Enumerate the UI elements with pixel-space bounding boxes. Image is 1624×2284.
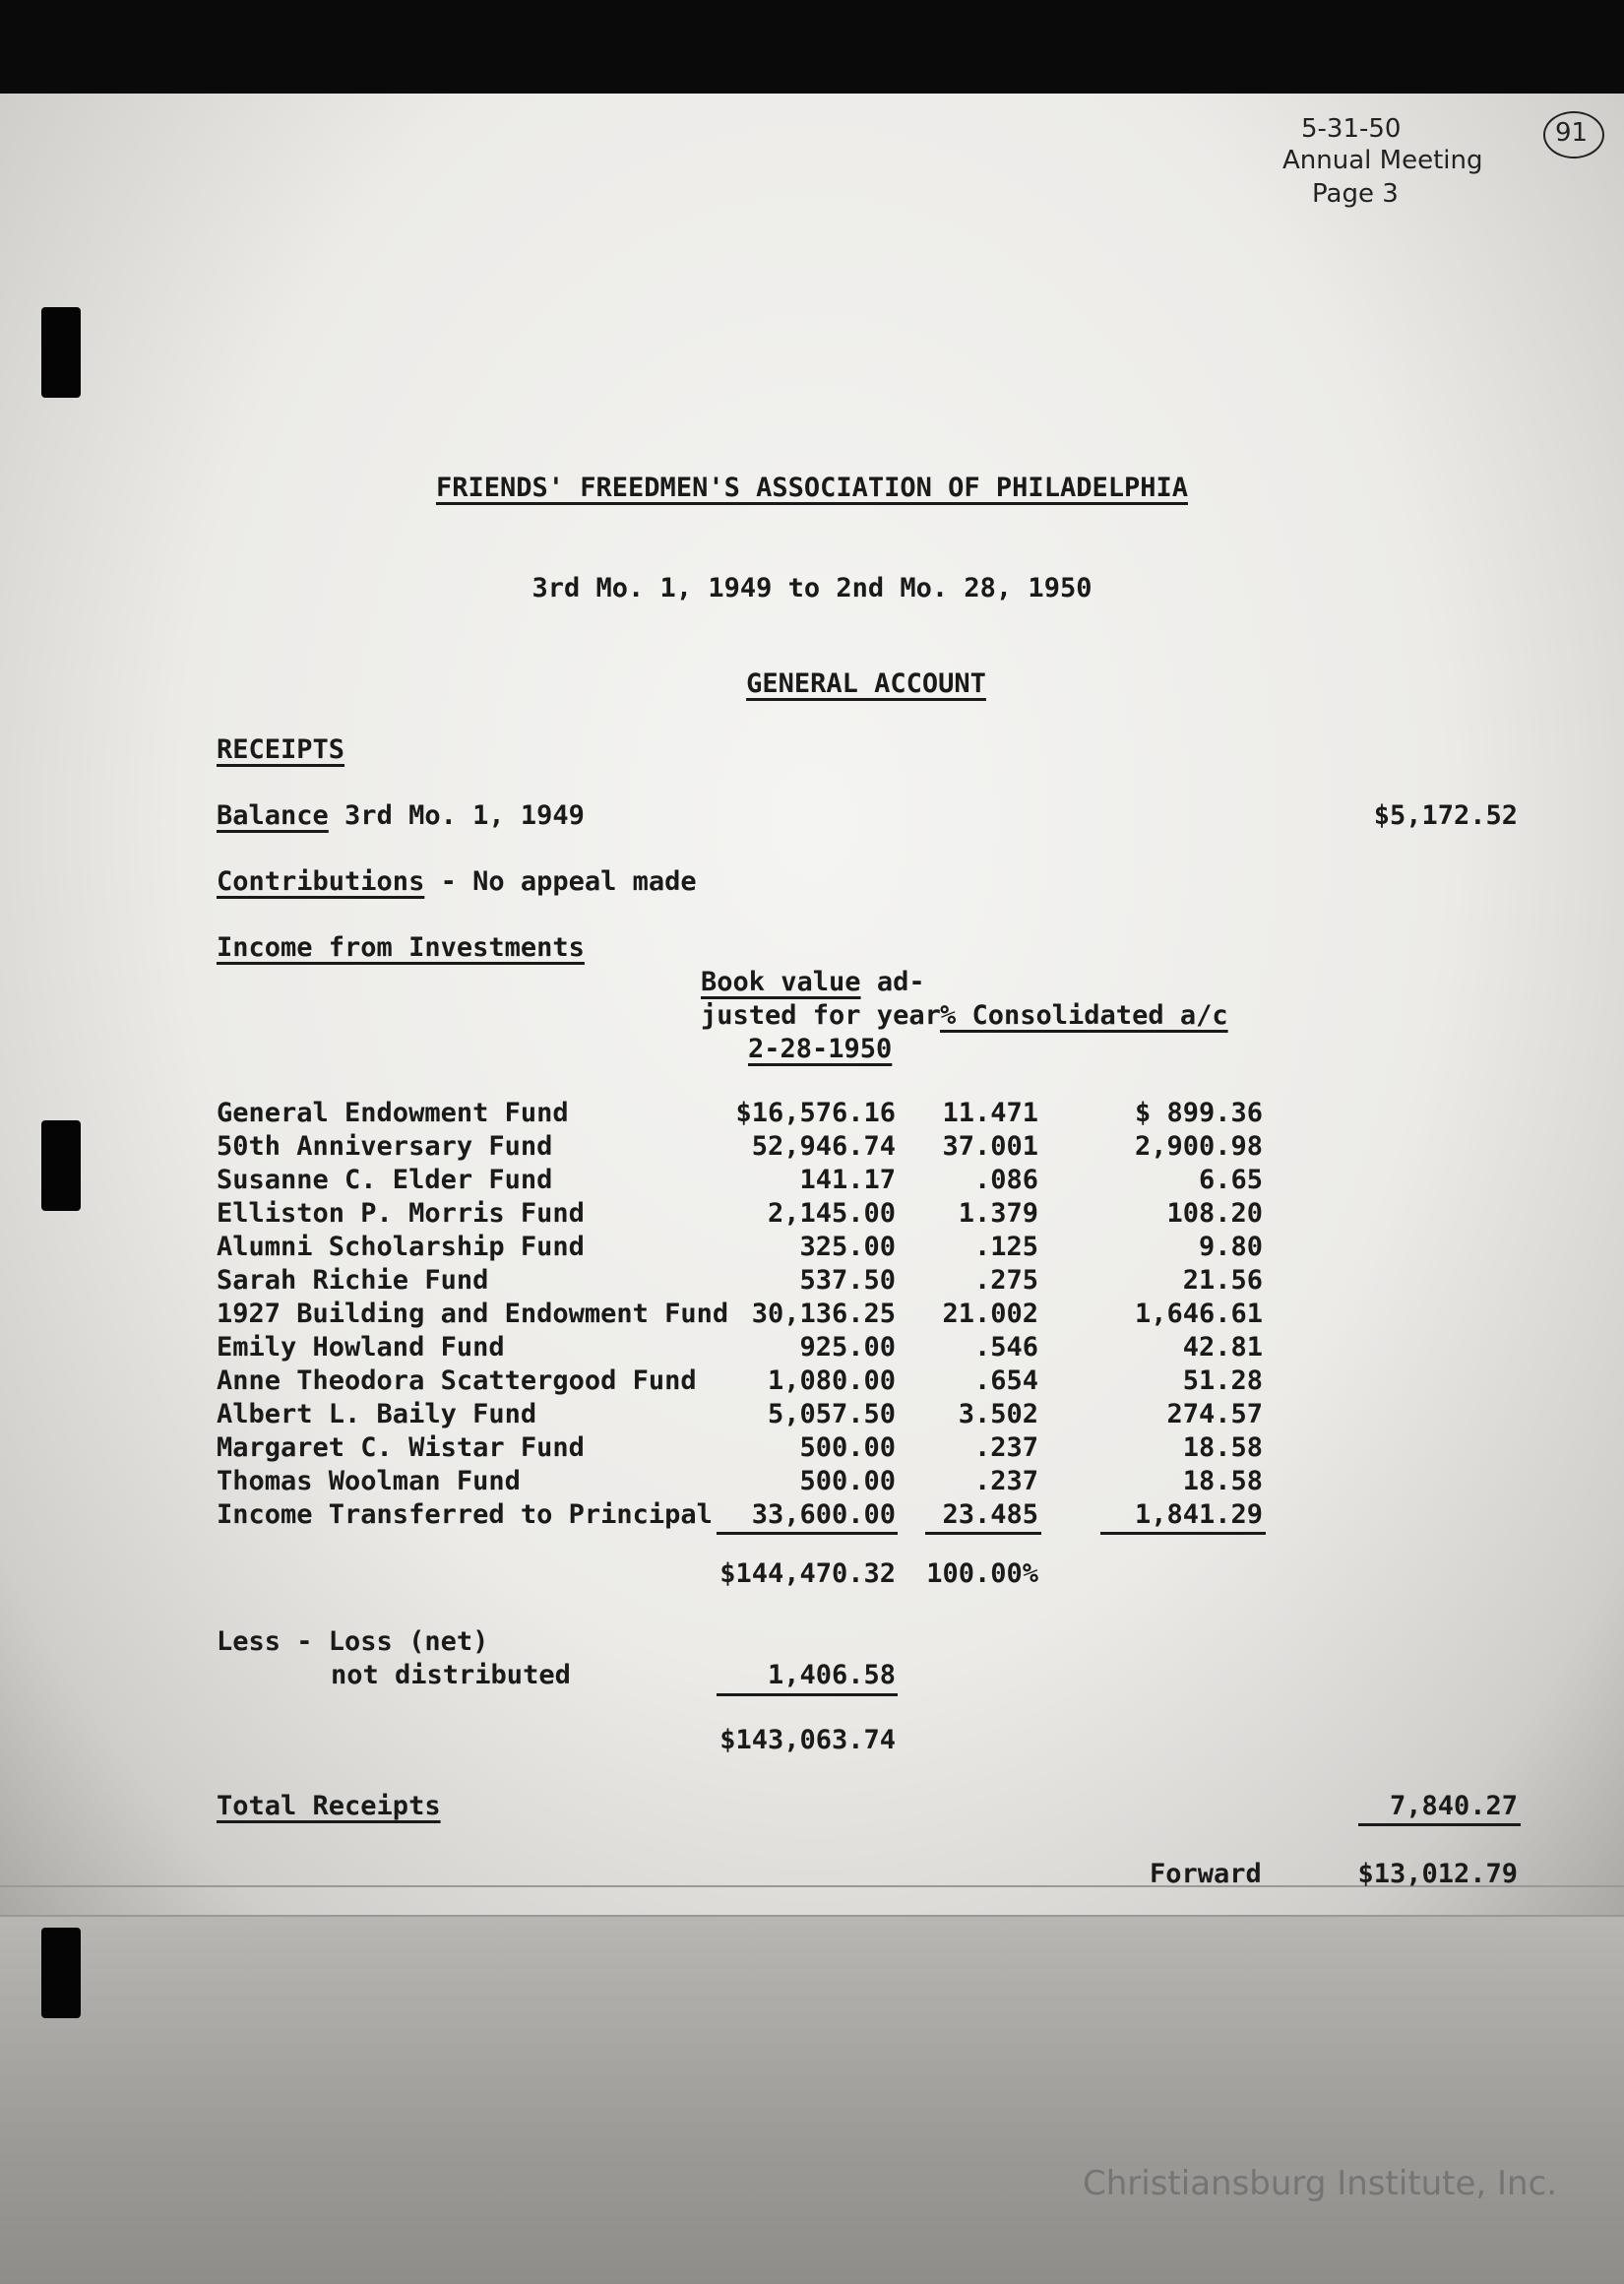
percent-total: 100.00% (926, 1558, 1038, 1589)
fund-amount: $ 899.36 (1134, 1098, 1263, 1128)
account-heading: GENERAL ACCOUNT (746, 668, 986, 699)
contributions-line (217, 868, 697, 895)
net-book-value: $143,063.74 (719, 1725, 896, 1755)
fund-book-value: 2,145.00 (767, 1198, 896, 1229)
fund-book-value: 1,080.00 (767, 1365, 896, 1396)
fund-amount: 274.57 (1166, 1399, 1263, 1429)
total-receipts-amount: 7,840.27 (1389, 1791, 1518, 1821)
header-page: Page 3 (1312, 179, 1399, 209)
fund-name: Albert L. Baily Fund (217, 1399, 537, 1429)
fund-book-value: $16,576.16 (735, 1098, 896, 1128)
fund-percent: .546 (973, 1332, 1038, 1363)
balance-line (217, 802, 585, 829)
fund-amount: 2,900.98 (1134, 1131, 1263, 1162)
fund-percent: .654 (973, 1365, 1038, 1396)
balance-date: 3rd Mo. 1, 1949 (328, 800, 585, 831)
fund-percent: .086 (973, 1165, 1038, 1195)
page-edge-line (0, 1915, 1624, 1917)
percent-total-rule (925, 1532, 1041, 1535)
less-label-2: not distributed (331, 1660, 571, 1690)
col-book-value-line-1 (701, 969, 925, 995)
fund-percent: .125 (973, 1232, 1038, 1262)
col-book-value-3: 2-28-1950 (748, 1034, 893, 1064)
document-title: FRIENDS' FREEDMEN'S ASSOCIATION OF PHILADELPHIA (435, 473, 1188, 503)
fund-book-value: 500.00 (799, 1466, 896, 1496)
less-label-1: Less - Loss (net) (217, 1626, 489, 1657)
fund-book-value: 141.17 (799, 1165, 896, 1195)
fund-book-value: 925.00 (799, 1332, 896, 1363)
fund-amount: 6.65 (1198, 1165, 1263, 1195)
fund-percent: 37.001 (942, 1131, 1038, 1162)
contributions-label: Contributions (217, 866, 425, 897)
fund-percent: 11.471 (942, 1098, 1038, 1128)
fund-percent: .237 (973, 1432, 1038, 1463)
fund-book-value: 325.00 (799, 1232, 896, 1262)
amount-total-rule (1100, 1532, 1266, 1535)
forward-amount: $13,012.79 (1357, 1859, 1518, 1889)
fund-name: Alumni Scholarship Fund (217, 1232, 585, 1262)
header-meeting: Annual Meeting (1282, 146, 1483, 175)
fund-book-value: 537.50 (799, 1265, 896, 1296)
binder-hole (41, 1928, 81, 2018)
fund-book-value: 33,600.00 (751, 1499, 896, 1530)
fund-book-value: 52,946.74 (751, 1131, 896, 1162)
total-receipts-label: Total Receipts (217, 1791, 441, 1821)
income-heading: Income from Investments (217, 932, 585, 963)
fund-percent: .275 (973, 1265, 1038, 1296)
fund-name: Income Transferred to Principal (217, 1499, 713, 1530)
next-page-edge (0, 1915, 1624, 2284)
fund-name: Sarah Richie Fund (217, 1265, 489, 1296)
fund-percent: 3.502 (958, 1399, 1038, 1429)
fund-name: Anne Theodora Scattergood Fund (217, 1365, 697, 1396)
receipts-heading: RECEIPTS (217, 734, 345, 765)
fund-name: Susanne C. Elder Fund (217, 1165, 553, 1195)
watermark: Christiansburg Institute, Inc. (1083, 2164, 1558, 2203)
fund-amount: 42.81 (1182, 1332, 1263, 1363)
forward-label: Forward (1150, 1859, 1262, 1889)
col-book-value-2: justed for year (701, 1000, 941, 1031)
binder-hole (41, 1120, 81, 1211)
fund-amount: 21.56 (1182, 1265, 1263, 1296)
header-date: 5-31-50 (1301, 114, 1402, 144)
page-number: 91 (1555, 118, 1589, 148)
balance-label: Balance (217, 800, 329, 831)
total-receipts-rule (1358, 1823, 1521, 1826)
fund-amount: 108.20 (1166, 1198, 1263, 1229)
fund-name: 50th Anniversary Fund (217, 1131, 553, 1162)
fund-book-value: 500.00 (799, 1432, 896, 1463)
fund-amount: 1,841.29 (1134, 1499, 1263, 1530)
book-total: $144,470.32 (719, 1558, 896, 1589)
col-consolidated: % Consolidated a/c (940, 1000, 1228, 1031)
less-amount: 1,406.58 (767, 1660, 896, 1690)
fund-name: Margaret C. Wistar Fund (217, 1432, 585, 1463)
fund-amount: 18.58 (1182, 1432, 1263, 1463)
fund-percent: 21.002 (942, 1299, 1038, 1329)
fund-name: Elliston P. Morris Fund (217, 1198, 585, 1229)
fund-percent: 1.379 (958, 1198, 1038, 1229)
fund-name: Thomas Woolman Fund (217, 1466, 521, 1496)
fund-name: Emily Howland Fund (217, 1332, 505, 1363)
col-book-value-1: Book value (701, 967, 861, 997)
document-period: 3rd Mo. 1, 1949 to 2nd Mo. 28, 1950 (531, 573, 1093, 603)
binder-hole (41, 307, 81, 398)
fund-percent: 23.485 (942, 1499, 1038, 1530)
book-total-rule (717, 1532, 898, 1535)
fund-name: General Endowment Fund (217, 1098, 569, 1128)
fund-book-value: 5,057.50 (767, 1399, 896, 1429)
net-rule (717, 1693, 898, 1696)
balance-amount: $5,172.52 (1373, 800, 1518, 831)
fund-amount: 1,646.61 (1134, 1299, 1263, 1329)
col-book-value-1b: ad- (860, 967, 925, 997)
fund-amount: 18.58 (1182, 1466, 1263, 1496)
fund-name: 1927 Building and Endowment Fund (217, 1299, 729, 1329)
fund-amount: 51.28 (1182, 1365, 1263, 1396)
contributions-note: - No appeal made (424, 866, 697, 897)
fund-book-value: 30,136.25 (751, 1299, 896, 1329)
fund-percent: .237 (973, 1466, 1038, 1496)
fund-amount: 9.80 (1198, 1232, 1263, 1262)
